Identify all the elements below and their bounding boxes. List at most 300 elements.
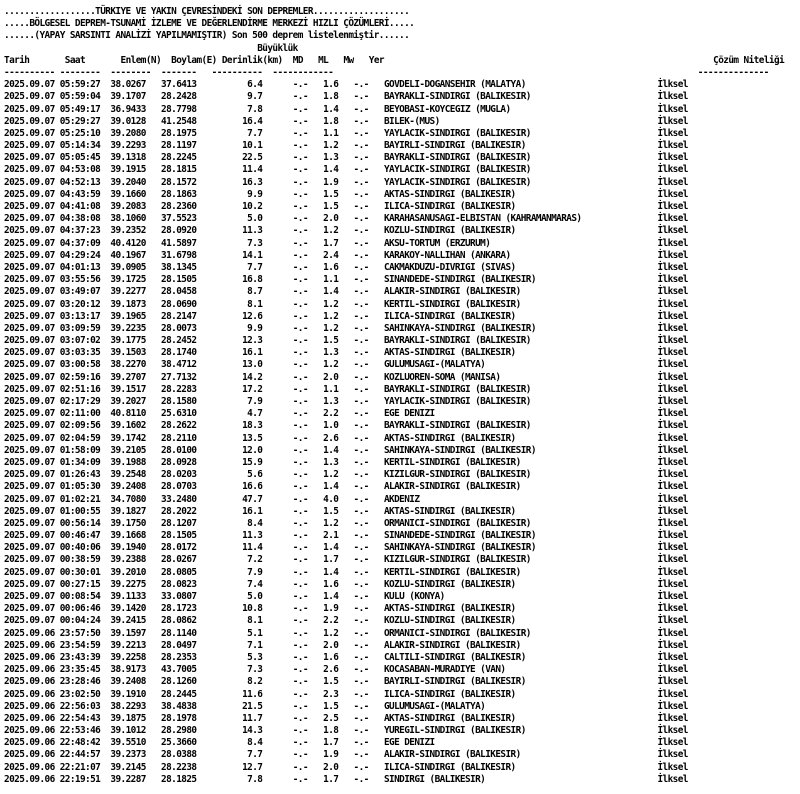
column-underline: ---------- -------- -------- ------- ---------- ------------ -------------- [4,66,769,78]
row-ml: 1.7 [323,737,339,749]
col-longitude: Boylam(E) [171,54,217,66]
row-latitude: 39.2275 [110,578,146,590]
row-time: 02:04:59 [59,432,101,444]
row-place: ALAKIR-SINDIRGI (BALIKESIR) [383,749,658,761]
row-latitude: 39.1420 [110,603,146,615]
row-longitude: 28.1197 [161,140,197,152]
row-md: -.- [292,481,308,493]
table-row [4,445,800,457]
row-mw: -.- [353,676,369,688]
row-md: -.- [292,164,308,176]
row-date: 2025.09.07 [4,347,55,359]
row-md: -.- [292,688,308,700]
table-row [4,274,800,286]
row-latitude: 38.0267 [110,79,146,91]
row-time: 23:02:50 [59,688,101,700]
row-quality: İlksel [657,664,688,676]
row-depth: 5.1 [226,627,263,639]
row-quality: İlksel [657,700,688,712]
row-time: 01:58:09 [59,444,101,456]
row-md: -.- [292,432,308,444]
row-ml: 2.2 [323,615,339,627]
row-quality: İlksel [657,201,688,212]
table-row [4,128,800,140]
table-row [4,140,800,152]
row-longitude: 25.3660 [161,737,197,749]
row-depth: 11.7 [226,712,263,724]
row-mw: -.- [353,335,369,347]
row-mw: -.- [353,505,369,517]
row-mw: -.- [353,700,369,712]
row-ml: 1.7 [323,554,339,566]
row-quality: İlksel [657,103,688,115]
row-md: -.- [292,322,308,334]
row-latitude: 39.1660 [110,188,146,200]
row-latitude: 39.2083 [110,201,146,212]
table-row [4,79,800,91]
earthquake-table [4,79,800,786]
row-md: -.- [292,700,308,712]
row-ml: 1.3 [323,456,339,468]
row-md: -.- [292,237,308,249]
row-longitude: 28.1207 [161,517,197,529]
row-quality: İlksel [657,164,688,176]
row-ml: 1.2 [323,359,339,371]
row-md: -.- [292,201,308,212]
row-latitude: 39.1873 [110,298,146,310]
row-longitude: 28.0497 [161,639,197,651]
row-quality: İlksel [657,773,688,785]
row-ml: 4.0 [323,493,339,505]
row-md: -.- [292,408,308,420]
row-md: -.- [292,115,308,127]
row-longitude: 28.0862 [161,615,197,627]
row-depth: 21.5 [226,700,263,712]
row-time: 00:56:14 [59,517,101,529]
table-row [4,152,800,164]
row-place: SINDIRGI (BALIKESIR) [383,773,658,785]
row-place: BAYRAKLI-SINDIRGI (BALIKESIR) [383,91,658,103]
row-quality: İlksel [657,481,688,493]
row-date: 2025.09.07 [4,164,55,176]
row-depth: 7.2 [226,554,263,566]
row-mw: -.- [353,420,369,432]
row-quality: İlksel [657,322,688,334]
magnitude-group-header [4,43,800,55]
row-longitude: 28.0920 [161,225,197,237]
table-row [4,652,800,664]
row-latitude: 38.2293 [110,700,146,712]
row-md: -.- [292,274,308,286]
table-row [4,701,800,713]
row-depth: 10.1 [226,140,263,152]
row-date: 2025.09.07 [4,481,55,493]
row-quality: İlksel [657,456,688,468]
row-place: AKTAS-SINDIRGI (BALIKESIR) [383,603,658,615]
row-time: 05:29:27 [59,115,101,127]
row-latitude: 39.1988 [110,456,146,468]
row-depth: 5.3 [226,651,263,663]
row-longitude: 28.1723 [161,603,197,615]
row-mw: -.- [353,115,369,127]
row-md: -.- [292,91,308,103]
row-date: 2025.09.07 [4,176,55,188]
row-longitude: 28.0388 [161,749,197,761]
row-mw: -.- [353,237,369,249]
row-latitude: 39.0128 [110,115,146,127]
row-time: 04:37:23 [59,225,101,237]
row-time: 22:53:46 [59,725,101,737]
row-latitude: 39.1910 [110,688,146,700]
table-row [4,506,800,518]
row-time: 05:59:27 [59,79,101,91]
row-place: KOCASABAN-MURADIYE (VAN) [383,664,658,676]
row-ml: 1.4 [323,481,339,493]
table-row [4,725,800,737]
row-depth: 10.8 [226,603,263,615]
row-mw: -.- [353,249,369,261]
row-date: 2025.09.07 [4,420,55,432]
row-longitude: 28.2353 [161,651,197,663]
row-md: -.- [292,566,308,578]
row-mw: -.- [353,79,369,91]
row-md: -.- [292,261,308,273]
row-quality: İlksel [657,225,688,237]
row-date: 2025.09.07 [4,335,55,347]
row-latitude: 39.1503 [110,347,146,359]
row-place: KERTIL-SINDIRGI (BALIKESIR) [383,566,658,578]
row-mw: -.- [353,688,369,700]
row-longitude: 28.0267 [161,554,197,566]
row-place: BAYRAKLI-SINDIRGI (BALIKESIR) [383,335,658,347]
row-time: 04:37:09 [59,237,101,249]
row-date: 2025.09.06 [4,737,55,749]
row-time: 05:14:34 [59,140,101,152]
row-time: 00:40:06 [59,542,101,554]
row-latitude: 34.7080 [110,493,146,505]
row-date: 2025.09.06 [4,664,55,676]
table-row [4,481,800,493]
row-date: 2025.09.07 [4,237,55,249]
row-date: 2025.09.07 [4,578,55,590]
row-place: SAHINKAYA-SINDIRGI (BALIKESIR) [383,542,658,554]
row-depth: 12.3 [226,335,263,347]
row-longitude: 28.1815 [161,164,197,176]
table-row [4,104,800,116]
row-latitude: 36.9433 [110,103,146,115]
row-mw: -.- [353,444,369,456]
row-mw: -.- [353,201,369,212]
table-row [4,225,800,237]
table-row [4,359,800,371]
row-quality: İlksel [657,688,688,700]
row-latitude: 39.1602 [110,420,146,432]
row-md: -.- [292,578,308,590]
table-row [4,189,800,201]
row-latitude: 39.1133 [110,591,146,602]
row-ml: 1.8 [323,115,339,127]
row-date: 2025.09.07 [4,554,55,566]
row-longitude: 37.6413 [161,79,197,91]
column-header-row [4,55,800,67]
row-date: 2025.09.07 [4,127,55,139]
row-depth: 16.1 [226,505,263,517]
row-date: 2025.09.07 [4,615,55,627]
row-date: 2025.09.06 [4,651,55,663]
row-longitude: 37.5523 [161,213,197,225]
row-longitude: 28.1505 [161,274,197,286]
row-time: 05:49:17 [59,103,101,115]
table-row [4,628,800,640]
row-time: 23:57:50 [59,627,101,639]
row-date: 2025.09.07 [4,566,55,578]
table-row [4,433,800,445]
table-row [4,420,800,432]
col-depth: Derinlik(km) [221,54,283,66]
row-date: 2025.09.06 [4,700,55,712]
row-ml: 1.9 [323,176,339,188]
row-mw: -.- [353,627,369,639]
row-depth: 16.3 [226,176,263,188]
row-place: ORMANICI-SINDIRGI (BALIKESIR) [383,517,658,529]
row-md: -.- [292,712,308,724]
row-quality: İlksel [657,761,688,773]
row-ml: 1.7 [323,773,339,785]
row-ml: 1.4 [323,591,339,602]
row-latitude: 39.1750 [110,517,146,529]
row-place: BILEK-(MUS) [383,115,658,127]
row-latitude: 38.9173 [110,664,146,676]
row-place: BAYRAKLI-SINDIRGI (BALIKESIR) [383,152,658,164]
row-date: 2025.09.07 [4,103,55,115]
row-md: -.- [292,651,308,663]
row-depth: 22.5 [226,152,263,164]
row-place: GULUMUSAGI-(MALATYA) [383,359,658,371]
row-ml: 1.7 [323,237,339,249]
row-latitude: 39.2408 [110,676,146,688]
row-md: -.- [292,761,308,773]
row-date: 2025.09.07 [4,591,55,602]
row-md: -.- [292,225,308,237]
row-time: 03:55:56 [59,274,101,286]
row-latitude: 39.1597 [110,627,146,639]
row-latitude: 39.1827 [110,505,146,517]
row-place: AKTAS-SINDIRGI (BALIKESIR) [383,712,658,724]
row-quality: İlksel [657,408,688,420]
row-latitude: 39.2352 [110,225,146,237]
row-latitude: 38.2270 [110,359,146,371]
table-row [4,250,800,262]
row-latitude: 39.2373 [110,749,146,761]
row-quality: İlksel [657,310,688,322]
row-time: 01:02:21 [59,493,101,505]
row-longitude: 28.1740 [161,347,197,359]
row-quality: İlksel [657,91,688,103]
row-latitude: 40.1967 [110,249,146,261]
row-place: ILICA-SINDIRGI (BALIKESIR) [383,201,658,212]
table-row [4,762,800,774]
row-quality: İlksel [657,274,688,286]
row-place: GOVDELI-DOGANSEHIR (MALATYA) [383,79,658,91]
row-time: 02:09:56 [59,420,101,432]
row-ml: 1.8 [323,91,339,103]
row-quality: İlksel [657,420,688,432]
row-mw: -.- [353,530,369,542]
row-time: 23:54:59 [59,639,101,651]
row-md: -.- [292,591,308,602]
row-md: -.- [292,176,308,188]
row-longitude: 28.1978 [161,712,197,724]
row-longitude: 28.2283 [161,383,197,395]
row-ml: 1.2 [323,469,339,481]
row-depth: 7.7 [226,261,263,273]
row-time: 00:46:47 [59,530,101,542]
row-mw: -.- [353,725,369,737]
table-row [4,347,800,359]
table-row [4,689,800,701]
row-date: 2025.09.07 [4,396,55,407]
table-row [4,408,800,420]
row-ml: 2.6 [323,664,339,676]
row-latitude: 38.1060 [110,213,146,225]
row-longitude: 28.1975 [161,127,197,139]
table-row [4,323,800,335]
row-md: -.- [292,298,308,310]
row-latitude: 39.2105 [110,444,146,456]
row-longitude: 28.0805 [161,566,197,578]
row-date: 2025.09.07 [4,359,55,371]
row-date: 2025.09.07 [4,188,55,200]
row-quality: İlksel [657,542,688,554]
row-place: KULU (KONYA) [383,591,658,602]
row-mw: -.- [353,371,369,383]
row-mw: -.- [353,310,369,322]
row-quality: İlksel [657,725,688,737]
row-md: -.- [292,615,308,627]
row-latitude: 39.2213 [110,639,146,651]
table-row [4,530,800,542]
row-ml: 1.6 [323,578,339,590]
row-time: 04:52:13 [59,176,101,188]
row-time: 00:04:24 [59,615,101,627]
row-depth: 14.3 [226,725,263,737]
row-depth: 7.7 [226,127,263,139]
row-depth: 5.6 [226,469,263,481]
row-quality: İlksel [657,359,688,371]
row-md: -.- [292,103,308,115]
row-depth: 7.7 [226,749,263,761]
row-time: 03:49:07 [59,286,101,298]
row-depth: 7.4 [226,578,263,590]
table-row [4,311,800,323]
row-depth: 11.4 [226,542,263,554]
row-date: 2025.09.06 [4,712,55,724]
row-ml: 2.3 [323,688,339,700]
row-depth: 4.7 [226,408,263,420]
row-md: -.- [292,603,308,615]
row-place: YAYLACIK-SINDIRGI (BALIKESIR) [383,176,658,188]
row-ml: 1.5 [323,201,339,212]
row-latitude: 39.2145 [110,761,146,773]
row-time: 04:01:13 [59,261,101,273]
row-longitude: 41.5897 [161,237,197,249]
row-depth: 13.0 [226,359,263,371]
row-depth: 7.1 [226,639,263,651]
row-depth: 7.9 [226,566,263,578]
row-date: 2025.09.07 [4,201,55,212]
table-row [4,299,800,311]
row-depth: 9.7 [226,91,263,103]
row-ml: 1.6 [323,79,339,91]
row-quality: İlksel [657,578,688,590]
row-place: EGE DENIZI [383,737,658,749]
table-row [4,615,800,627]
row-place: AKTAS-SINDIRGI (BALIKESIR) [383,432,658,444]
row-mw: -.- [353,188,369,200]
row-date: 2025.09.06 [4,639,55,651]
table-row [4,518,800,530]
row-ml: 2.1 [323,530,339,542]
row-place: KERTIL-SINDIRGI (BALIKESIR) [383,456,658,468]
row-place: ORMANICI-SINDIRGI (BALIKESIR) [383,627,658,639]
row-depth: 16.8 [226,274,263,286]
row-date: 2025.09.06 [4,773,55,785]
row-md: -.- [292,749,308,761]
row-md: -.- [292,737,308,749]
row-date: 2025.09.07 [4,542,55,554]
table-row [4,396,800,408]
row-longitude: 28.2238 [161,761,197,773]
row-md: -.- [292,79,308,91]
row-mw: -.- [353,493,369,505]
row-ml: 1.2 [323,310,339,322]
col-md: MD [292,54,303,66]
row-place: SINANDEDE-SINDIRGI (BALIKESIR) [383,530,658,542]
row-ml: 2.0 [323,761,339,773]
row-latitude: 39.2293 [110,140,146,152]
row-ml: 2.2 [323,408,339,420]
row-depth: 16.6 [226,481,263,493]
row-ml: 1.1 [323,383,339,395]
row-time: 23:35:45 [59,664,101,676]
row-mw: -.- [353,176,369,188]
row-place: AKTAS-SINDIRGI (BALIKESIR) [383,347,658,359]
row-time: 00:06:46 [59,603,101,615]
col-place: Yer [368,54,384,66]
row-depth: 16.4 [226,115,263,127]
row-latitude: 39.2415 [110,615,146,627]
row-date: 2025.09.07 [4,310,55,322]
table-row [4,213,800,225]
row-ml: 1.4 [323,566,339,578]
row-place: KOZLU-SINDIRGI (BALIKESIR) [383,578,658,590]
table-row [4,91,800,103]
row-mw: -.- [353,359,369,371]
row-place: AKTAS-SINDIRGI (BALIKESIR) [383,188,658,200]
row-place: YAYLACIK-SINDIRGI (BALIKESIR) [383,164,658,176]
row-longitude: 28.1825 [161,773,197,785]
row-longitude: 28.0172 [161,542,197,554]
row-ml: 1.2 [323,517,339,529]
row-ml: 1.2 [323,627,339,639]
row-longitude: 28.0703 [161,481,197,493]
row-ml: 1.4 [323,164,339,176]
row-time: 22:48:42 [59,737,101,749]
row-longitude: 28.1863 [161,188,197,200]
row-ml: 1.9 [323,749,339,761]
row-md: -.- [292,152,308,164]
row-quality: İlksel [657,712,688,724]
